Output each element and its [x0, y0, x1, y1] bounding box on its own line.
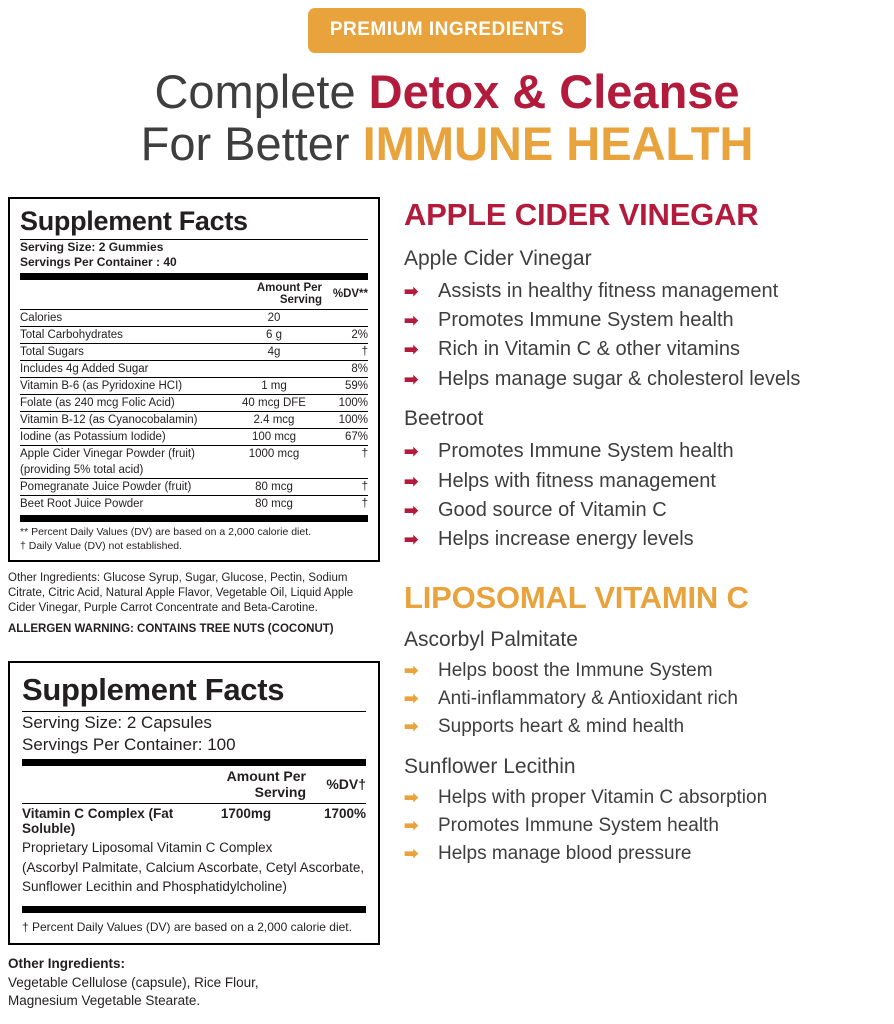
panel1-row-8-amount: 1000 mcg — [226, 446, 322, 463]
premium-ingredients-badge: PREMIUM INGREDIENTS — [308, 8, 586, 53]
panel1-row-0-amount: 20 — [226, 310, 322, 327]
panel2-col-dv: %DV† — [326, 776, 366, 793]
arrow-icon: ➡ — [404, 311, 419, 331]
panel1-nutrition-table — [20, 280, 368, 512]
acv-bullet-2-2: Good source of Vitamin C — [438, 498, 667, 521]
panel1-row-9-amount — [226, 462, 322, 479]
acv-sub-2: Beetroot — [404, 407, 484, 431]
panel1-serving-size: Serving Size: 2 Gummies — [20, 240, 164, 255]
acv-sub-1: Apple Cider Vinegar — [404, 246, 592, 270]
list-item — [404, 365, 886, 393]
list-item — [404, 658, 886, 685]
panel1-other-ingredients: Other Ingredients: Glucose Syrup, Sugar, Glucose, Pectin, Sodium Citrate, Citric Acid, Natural Apple Flavor, Vegetable Oil, Liquid Apple Cider Vinegar, Purple Carrot Concentrate and Beta-Carotine. — [8, 571, 354, 614]
panel1-row-11-dv: † — [322, 496, 368, 513]
panel1-row-4-amount: 1 mg — [226, 378, 322, 395]
panel2-serving-size: Serving Size: 2 Capsules — [22, 713, 212, 733]
panel1-header-row — [20, 280, 368, 310]
arrow-icon: ➡ — [404, 843, 419, 863]
table-row — [20, 462, 368, 479]
badge-container — [0, 0, 894, 53]
panel1-row-1-amount: 6 g — [226, 327, 322, 344]
arrow-icon: ➡ — [404, 340, 419, 360]
panel1-row-8-name: Apple Cider Vinegar Powder (fruit) — [20, 446, 226, 463]
panel2-other-heading: Other Ingredients: — [8, 956, 126, 972]
headline-line-1-plain: Complete — [154, 65, 369, 118]
list-item — [404, 785, 886, 812]
panel1-row-7-name: Iodine (as Potassium Iodide) — [20, 429, 226, 446]
panel1-row-5-name: Folate (as 240 mcg Folic Acid) — [20, 395, 226, 412]
panel1-row-10-dv: † — [322, 479, 368, 496]
panel2-row-name: Vitamin C Complex (Fat Soluble) — [22, 804, 186, 839]
arrow-icon: ➡ — [404, 281, 419, 301]
acv-bullet-1-2: Rich in Vitamin C & other vitamins — [438, 338, 740, 361]
section-liposomal-vitamin-c — [404, 580, 886, 868]
list-item — [404, 813, 886, 840]
headline-line-2 — [0, 116, 894, 170]
panel2-other-ingredients — [8, 955, 380, 1009]
panel2-other-line-1: Vegetable Cellulose (capsule), Rice Flour, — [8, 974, 259, 990]
panel1-row-9-name: (providing 5% total acid) — [20, 464, 144, 477]
acv-bullet-1-0: Assists in healthy fitness management — [438, 279, 779, 302]
panel1-row-6-name: Vitamin B-12 (as Cyanocobalamin) — [20, 412, 226, 429]
panel2-row-amount: 1700mg — [186, 804, 306, 839]
acv-bullet-1-1: Promotes Immune System health — [438, 309, 734, 332]
acv-heading: APPLE CIDER VINEGAR — [404, 196, 759, 232]
lipo-bullet-2-1: Promotes Immune System health — [438, 814, 719, 836]
panel1-col-amount: Amount Per Serving — [256, 282, 322, 307]
panel1-row-6-amount: 2.4 mcg — [226, 412, 322, 429]
list-item — [404, 306, 886, 334]
table-row — [20, 479, 368, 496]
headline-line-1-accent: Detox & Cleanse — [368, 65, 740, 118]
panel1-row-8-dv: † — [322, 446, 368, 463]
panel1-row-9-dv — [322, 462, 368, 479]
lipo-bullet-1-0: Helps boost the Immune System — [438, 659, 713, 681]
panel1-col-dv: %DV** — [332, 288, 368, 301]
arrow-icon: ➡ — [404, 442, 419, 462]
panel1-row-2-dv: † — [322, 344, 368, 361]
panel1-servings-per-container: Servings Per Container : 40 — [20, 255, 177, 270]
headline-line-2-accent: IMMUNE HEALTH — [362, 116, 754, 170]
table-row — [20, 496, 368, 513]
panel1-title: Supplement Facts — [20, 205, 248, 236]
arrow-icon: ➡ — [404, 471, 419, 491]
lipo-bullet-list-1 — [404, 658, 886, 741]
panel1-row-7-amount: 100 mcg — [226, 429, 322, 446]
panel1-row-0-dv — [322, 310, 368, 327]
panel1-row-11-name: Beet Root Juice Powder — [20, 496, 226, 513]
lipo-bullet-list-2 — [404, 785, 886, 868]
panel2-header-row — [22, 766, 366, 804]
lipo-bullet-1-2: Supports heart & mind health — [438, 715, 685, 737]
table-row — [20, 344, 368, 361]
panel1-row-3-amount — [226, 361, 322, 378]
left-column — [8, 197, 380, 1010]
panel1-allergen-warning: ALLERGEN WARNING: CONTAINS TREE NUTS (COCONUT) — [8, 623, 334, 636]
panel2-other-line-2: Magnesium Vegetable Stearate. — [8, 992, 201, 1008]
list-item — [404, 437, 886, 465]
acv-bullet-2-3: Helps increase energy levels — [438, 528, 694, 551]
panel1-row-6-dv: 100% — [322, 412, 368, 429]
panel1-row-5-dv: 100% — [322, 395, 368, 412]
table-row — [20, 446, 368, 463]
table-row — [20, 361, 368, 378]
table-row — [22, 804, 366, 839]
arrow-icon: ➡ — [404, 660, 419, 680]
acv-bullet-2-1: Helps with fitness management — [438, 469, 716, 492]
supplement-facts-panel-capsules — [8, 661, 380, 945]
panel1-row-10-amount: 80 mcg — [226, 479, 322, 496]
list-item — [404, 277, 886, 305]
arrow-icon: ➡ — [404, 500, 419, 520]
panel2-prop-line-1: Proprietary Liposomal Vitamin C Complex — [22, 840, 273, 856]
lipo-heading: LIPOSOMAL VITAMIN C — [404, 579, 749, 615]
acv-bullet-list-2 — [404, 437, 886, 554]
lipo-sub-2: Sunflower Lecithin — [404, 754, 576, 778]
arrow-icon: ➡ — [404, 688, 419, 708]
panel1-footnote-2: † Daily Value (DV) not established. — [20, 539, 183, 552]
list-item — [404, 467, 886, 495]
panel2-col-amount: Amount Per Serving — [226, 768, 306, 801]
table-row — [20, 395, 368, 412]
panel1-row-4-name: Vitamin B-6 (as Pyridoxine HCI) — [20, 378, 226, 395]
panel1-row-2-amount: 4g — [226, 344, 322, 361]
content-columns — [0, 197, 894, 1010]
list-item — [404, 496, 886, 524]
acv-bullet-2-0: Promotes Immune System health — [438, 440, 734, 463]
right-column — [380, 197, 886, 1010]
panel1-footnote-1: ** Percent Daily Values (DV) are based on a 2,000 calorie diet. — [20, 526, 312, 539]
panel2-servings-per-container: Servings Per Container: 100 — [22, 735, 236, 755]
arrow-icon: ➡ — [404, 815, 419, 835]
list-item — [404, 335, 886, 363]
panel1-row-2-name: Total Sugars — [20, 344, 226, 361]
headline-line-1 — [0, 67, 894, 117]
list-item — [404, 714, 886, 741]
acv-bullet-1-3: Helps manage sugar & cholesterol levels — [438, 367, 801, 390]
lipo-sub-1: Ascorbyl Palmitate — [404, 627, 578, 651]
panel1-row-0-name: Calories — [20, 310, 226, 327]
panel2-row-dv: 1700% — [306, 804, 366, 839]
panel1-row-3-dv: 8% — [322, 361, 368, 378]
panel1-row-7-dv: 67% — [322, 429, 368, 446]
page-title — [0, 67, 894, 169]
table-row — [20, 378, 368, 395]
lipo-bullet-2-2: Helps manage blood pressure — [438, 842, 692, 864]
headline-line-2-plain: For Better — [140, 116, 363, 170]
arrow-icon: ➡ — [404, 716, 419, 736]
table-row — [20, 412, 368, 429]
list-item — [404, 841, 886, 868]
list-item — [404, 525, 886, 553]
arrow-icon: ➡ — [404, 369, 419, 389]
acv-bullet-list-1 — [404, 277, 886, 394]
lipo-bullet-2-0: Helps with proper Vitamin C absorption — [438, 786, 768, 808]
list-item — [404, 686, 886, 713]
panel1-row-11-amount: 80 mcg — [226, 496, 322, 513]
panel2-prop-line-3: Sunflower Lecithin and Phosphatidylcholine) — [22, 878, 287, 894]
panel1-row-1-name: Total Carbohydrates — [20, 327, 226, 344]
panel1-row-10-name: Pomegranate Juice Powder (fruit) — [20, 479, 226, 496]
panel2-footnote: † Percent Daily Values (DV) are based on a 2,000 calorie diet. — [22, 919, 352, 934]
panel2-title: Supplement Facts — [22, 672, 285, 708]
arrow-icon: ➡ — [404, 530, 419, 550]
table-row — [20, 327, 368, 344]
arrow-icon: ➡ — [404, 787, 419, 807]
table-row — [20, 429, 368, 446]
section-apple-cider-vinegar — [404, 197, 886, 554]
panel1-row-1-dv: 2% — [322, 327, 368, 344]
table-row — [20, 310, 368, 327]
panel2-nutrition-table — [22, 766, 366, 838]
panel1-row-5-amount: 40 mcg DFE — [226, 395, 322, 412]
panel1-row-4-dv: 59% — [322, 378, 368, 395]
panel1-row-3-name: Includes 4g Added Sugar — [20, 361, 226, 378]
lipo-bullet-1-1: Anti-inflammatory & Antioxidant rich — [438, 687, 738, 709]
supplement-facts-panel-gummies — [8, 197, 380, 562]
panel2-prop-line-2: (Ascorbyl Palmitate, Calcium Ascorbate, Cetyl Ascorbate, — [22, 859, 365, 875]
